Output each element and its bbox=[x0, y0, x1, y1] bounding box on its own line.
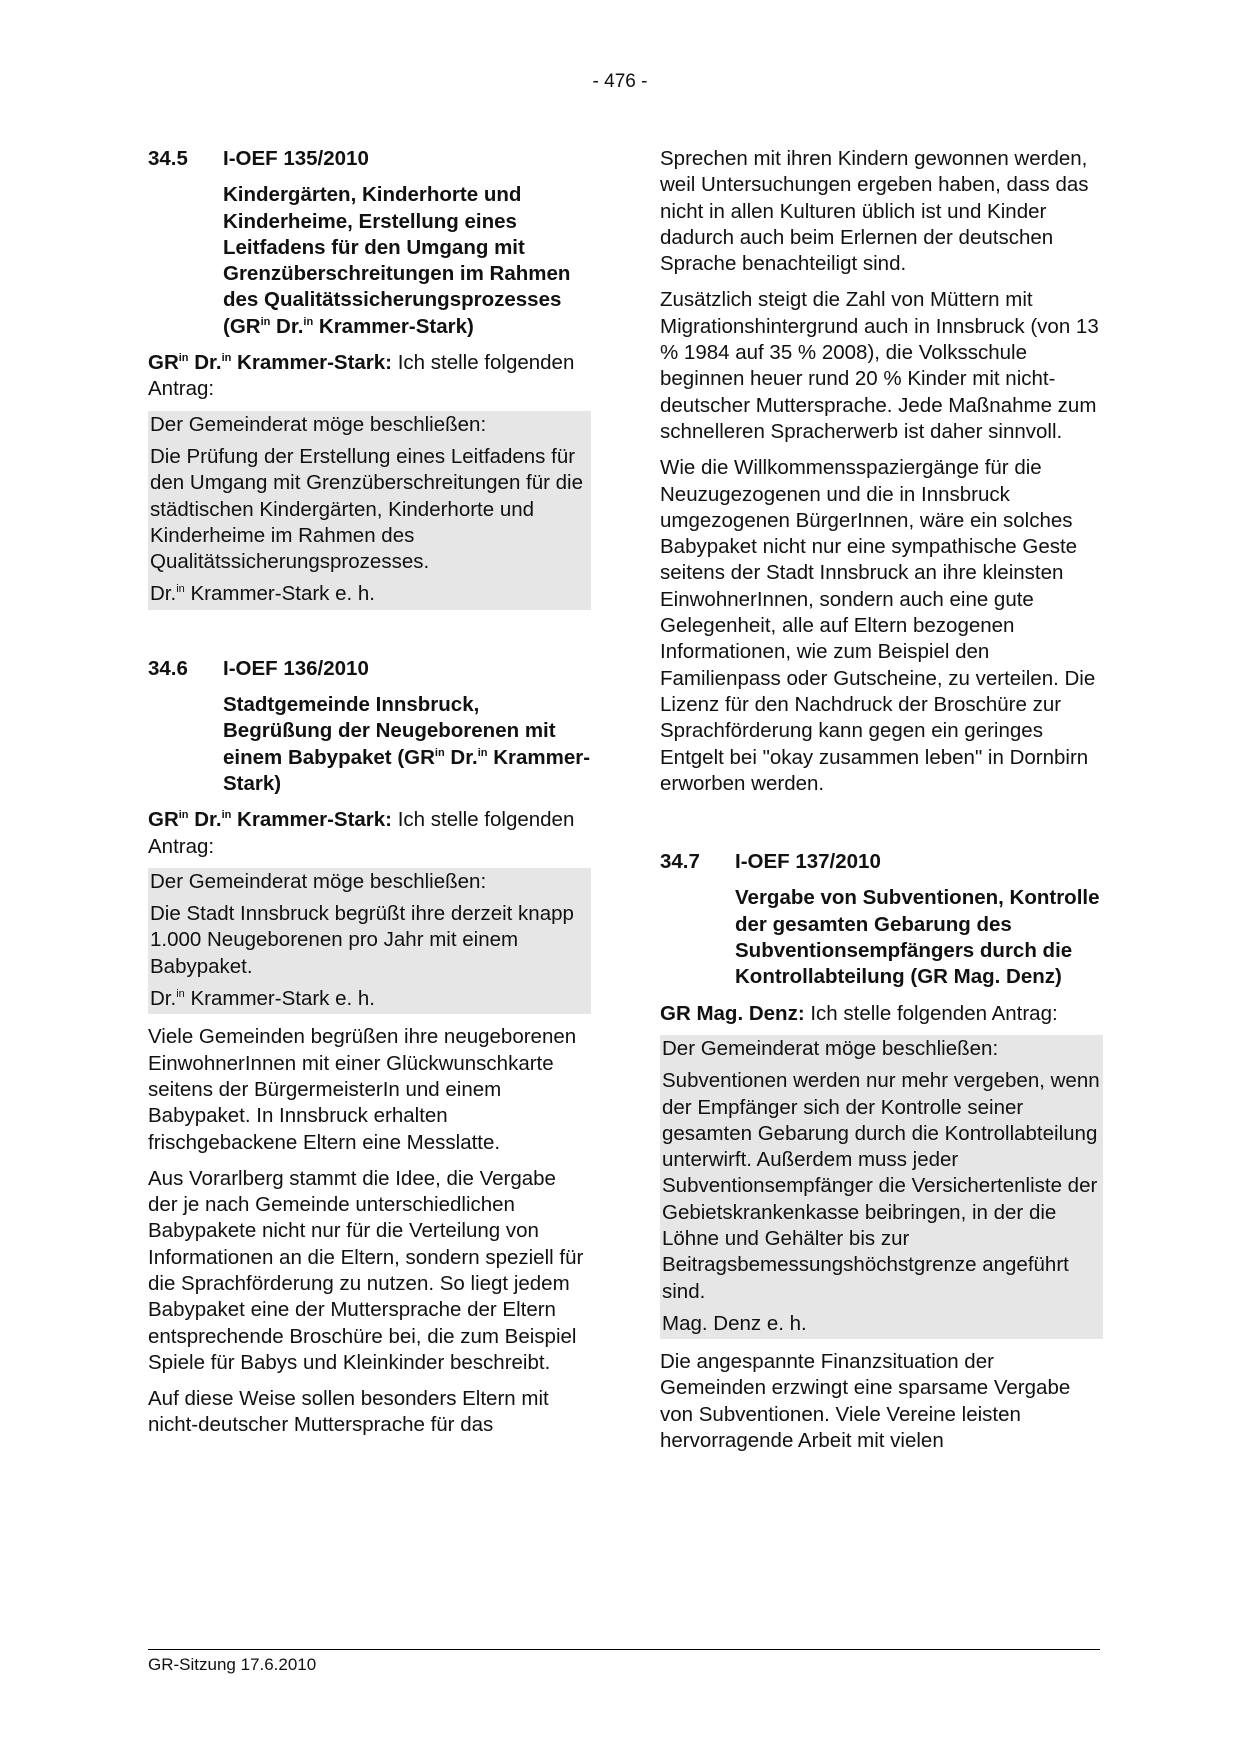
section-number: 34.5 bbox=[148, 147, 188, 170]
speaker-name: Krammer-Stark: bbox=[231, 808, 393, 832]
footer-text: GR-Sitzung 17.6.2010 bbox=[148, 1655, 317, 1674]
intro-text: Ich stelle folgenden Antrag: bbox=[148, 808, 575, 858]
motion-box-text: Die Stadt Innsbruck begrüßt ihre derzeit knapp 1.000 Neugeborenen pro Jahr mit einem Babypaket. bbox=[150, 902, 574, 978]
right-column bbox=[660, 146, 1103, 1464]
superscript: in bbox=[260, 315, 271, 328]
left-column bbox=[148, 146, 591, 1449]
page-number: - 476 - bbox=[592, 71, 648, 92]
signature-name: Krammer-Stark e. h. bbox=[184, 987, 376, 1011]
speaker-title: GR bbox=[148, 351, 179, 375]
title-text: Dr. bbox=[444, 745, 478, 769]
section-number: 34.6 bbox=[148, 656, 188, 680]
intro-text: Ich stelle folgenden Antrag: bbox=[804, 1001, 1058, 1025]
superscript: in bbox=[434, 746, 445, 759]
signature-title: Dr. bbox=[150, 582, 177, 606]
signature-title: Dr. bbox=[150, 987, 177, 1011]
motion-box bbox=[660, 1035, 1103, 1339]
motion-box bbox=[148, 868, 591, 1014]
section-34-5-title bbox=[223, 182, 591, 340]
superscript: in bbox=[178, 809, 189, 822]
motion-box-text: Die Prüfung der Erstellung eines Leitfadens für den Umgang mit Grenzüberschreitungen für die städtischen Kindergärten, Kinderhorte und Kinderheime im Rahmen des Qualitätssicherungsprozesses. bbox=[150, 444, 584, 574]
section-code: I-OEF 136/2010 bbox=[223, 656, 369, 680]
section-34-7-header bbox=[660, 849, 1103, 875]
body-paragraph: Auf diese Weise sollen besonders Eltern mit nicht-deutscher Muttersprache für das bbox=[148, 1387, 549, 1437]
body-paragraph: Viele Gemeinden begrüßen ihre neugeborenen EinwohnerInnen mit einer Glückwunschkarte seitens der BürgermeisterIn und einem Babypaket. In Innsbruck erhalten frischgebackene Eltern eine Messlatte. bbox=[148, 1025, 577, 1154]
body-paragraph: Aus Vorarlberg stammt die Idee, die Vergabe der je nach Gemeinde unterschiedlichen Babypakete nicht nur für die Verteilung von Informationen an die Eltern, sondern speziell für die Sprachförderung zu nutzen. So liegt jedem Babypaket eine der Muttersprache der Eltern entsprechende Broschüre bei, die zum Beispiel Spiele für Babys und Kleinkinder beschreibt. bbox=[148, 1166, 584, 1374]
speaker-title: Dr. bbox=[188, 351, 222, 375]
footer-divider bbox=[148, 1649, 1100, 1650]
section-34-7-title: Vergabe von Subventionen, Kontrolle der gesamten Gebarung des Subventionsempfängers durch die Kontrollabteilung (GR Mag. Denz) bbox=[735, 886, 1100, 989]
section-number: 34.7 bbox=[660, 850, 700, 874]
signature-name: Krammer-Stark e. h. bbox=[184, 582, 376, 606]
motion-box-heading: Der Gemeinderat möge beschließen: bbox=[150, 869, 487, 893]
title-text: Kindergärten, Kinderhorte und Kinderheime, Erstellung eines Leitfadens für den Umgang mit Grenzüberschreitungen im Rahmen des Qualitätssicherungsprozesses (GR bbox=[223, 183, 571, 338]
section-34-6-title bbox=[223, 692, 591, 797]
section-code: I-OEF 137/2010 bbox=[735, 850, 881, 874]
motion-intro bbox=[660, 1001, 1103, 1027]
motion-signature bbox=[150, 581, 589, 607]
motion-intro bbox=[148, 350, 591, 403]
section-34-6-header bbox=[148, 656, 591, 682]
motion-signature bbox=[150, 986, 589, 1012]
superscript: in bbox=[303, 315, 314, 328]
title-text: Dr. bbox=[270, 314, 304, 338]
body-paragraph: Zusätzlich steigt die Zahl von Müttern mit Migrationshintergrund auch in Innsbruck (von 13 % 1984 auf 35 % 2008), die Volksschule beginnen heuer rund 20 % Kinder mit nicht-deutscher Muttersprache. Jede Maßnahme zum schnelleren Spracherwerb ist daher sinnvoll. bbox=[660, 288, 1099, 443]
motion-signature: Mag. Denz e. h. bbox=[662, 1311, 807, 1335]
motion-intro bbox=[148, 807, 591, 860]
motion-box-text: Subventionen werden nur mehr vergeben, wenn der Empfänger sich der Kontrolle seiner gesamten Gebarung durch die Kontrollabteilung unterwirft. Außerdem muss jeder Subventionsempfänger die Versichertenliste der Gebietskrankenkasse beibringen, in der die Löhne und Gehälter bis zur Beitragsbemessungshöchstgrenze angeführt sind. bbox=[662, 1069, 1100, 1303]
superscript: in bbox=[178, 352, 189, 365]
body-paragraph: Sprechen mit ihren Kindern gewonnen werden, weil Untersuchungen ergeben haben, dass das nicht in allen Kulturen üblich ist und Kinder dadurch auch beim Erlernen der deutschen Sprache benachteiligt sind. bbox=[660, 147, 1089, 276]
speaker-title: Dr. bbox=[188, 808, 222, 832]
superscript: in bbox=[176, 988, 185, 1001]
motion-box bbox=[148, 411, 591, 610]
section-34-5-header bbox=[148, 146, 591, 172]
section-code: I-OEF 135/2010 bbox=[223, 147, 369, 170]
superscript: in bbox=[221, 352, 232, 365]
title-text: Krammer-Stark) bbox=[223, 745, 591, 795]
motion-box-heading: Der Gemeinderat möge beschließen: bbox=[150, 412, 487, 436]
body-paragraph: Wie die Willkommensspaziergänge für die Neuzugezogenen und die in Innsbruck umgezogenen BürgerInnen, wäre ein solches Babypaket nicht nur eine sympathische Geste seitens der Stadt Innsbruck an ihre kleinsten EinwohnerInnen, sondern auch eine gute Gelegenheit, alle auf Eltern bezogenen Informationen, wie zum Beispiel den Familienpass oder Gutscheine, zu verteilen. Die Lizenz für den Nachdruck der Broschüre zur Sprachförderung kann gegen ein geringes Entgelt bei "okay zusammen leben" in Dornbirn erworben werden. bbox=[660, 456, 1096, 795]
motion-box-heading: Der Gemeinderat möge beschließen: bbox=[662, 1036, 999, 1060]
title-text: Stadtgemeinde Innsbruck, Begrüßung der Neugeborenen mit einem Babypaket (GR bbox=[223, 693, 556, 769]
speaker-title: GR bbox=[148, 808, 179, 832]
speaker-name: Krammer-Stark: bbox=[231, 351, 393, 375]
superscript: in bbox=[477, 746, 488, 759]
body-paragraph: Die angespannte Finanzsituation der Gemeinden erzwingt eine sparsame Vergabe von Subventionen. Viele Vereine leisten hervorragende Arbeit mit vielen bbox=[660, 1350, 1071, 1453]
superscript: in bbox=[221, 809, 232, 822]
intro-text: Ich stelle folgenden Antrag: bbox=[148, 351, 575, 401]
title-text: Krammer-Stark) bbox=[313, 314, 474, 338]
speaker-name: GR Mag. Denz: bbox=[660, 1001, 805, 1025]
superscript: in bbox=[176, 583, 185, 596]
